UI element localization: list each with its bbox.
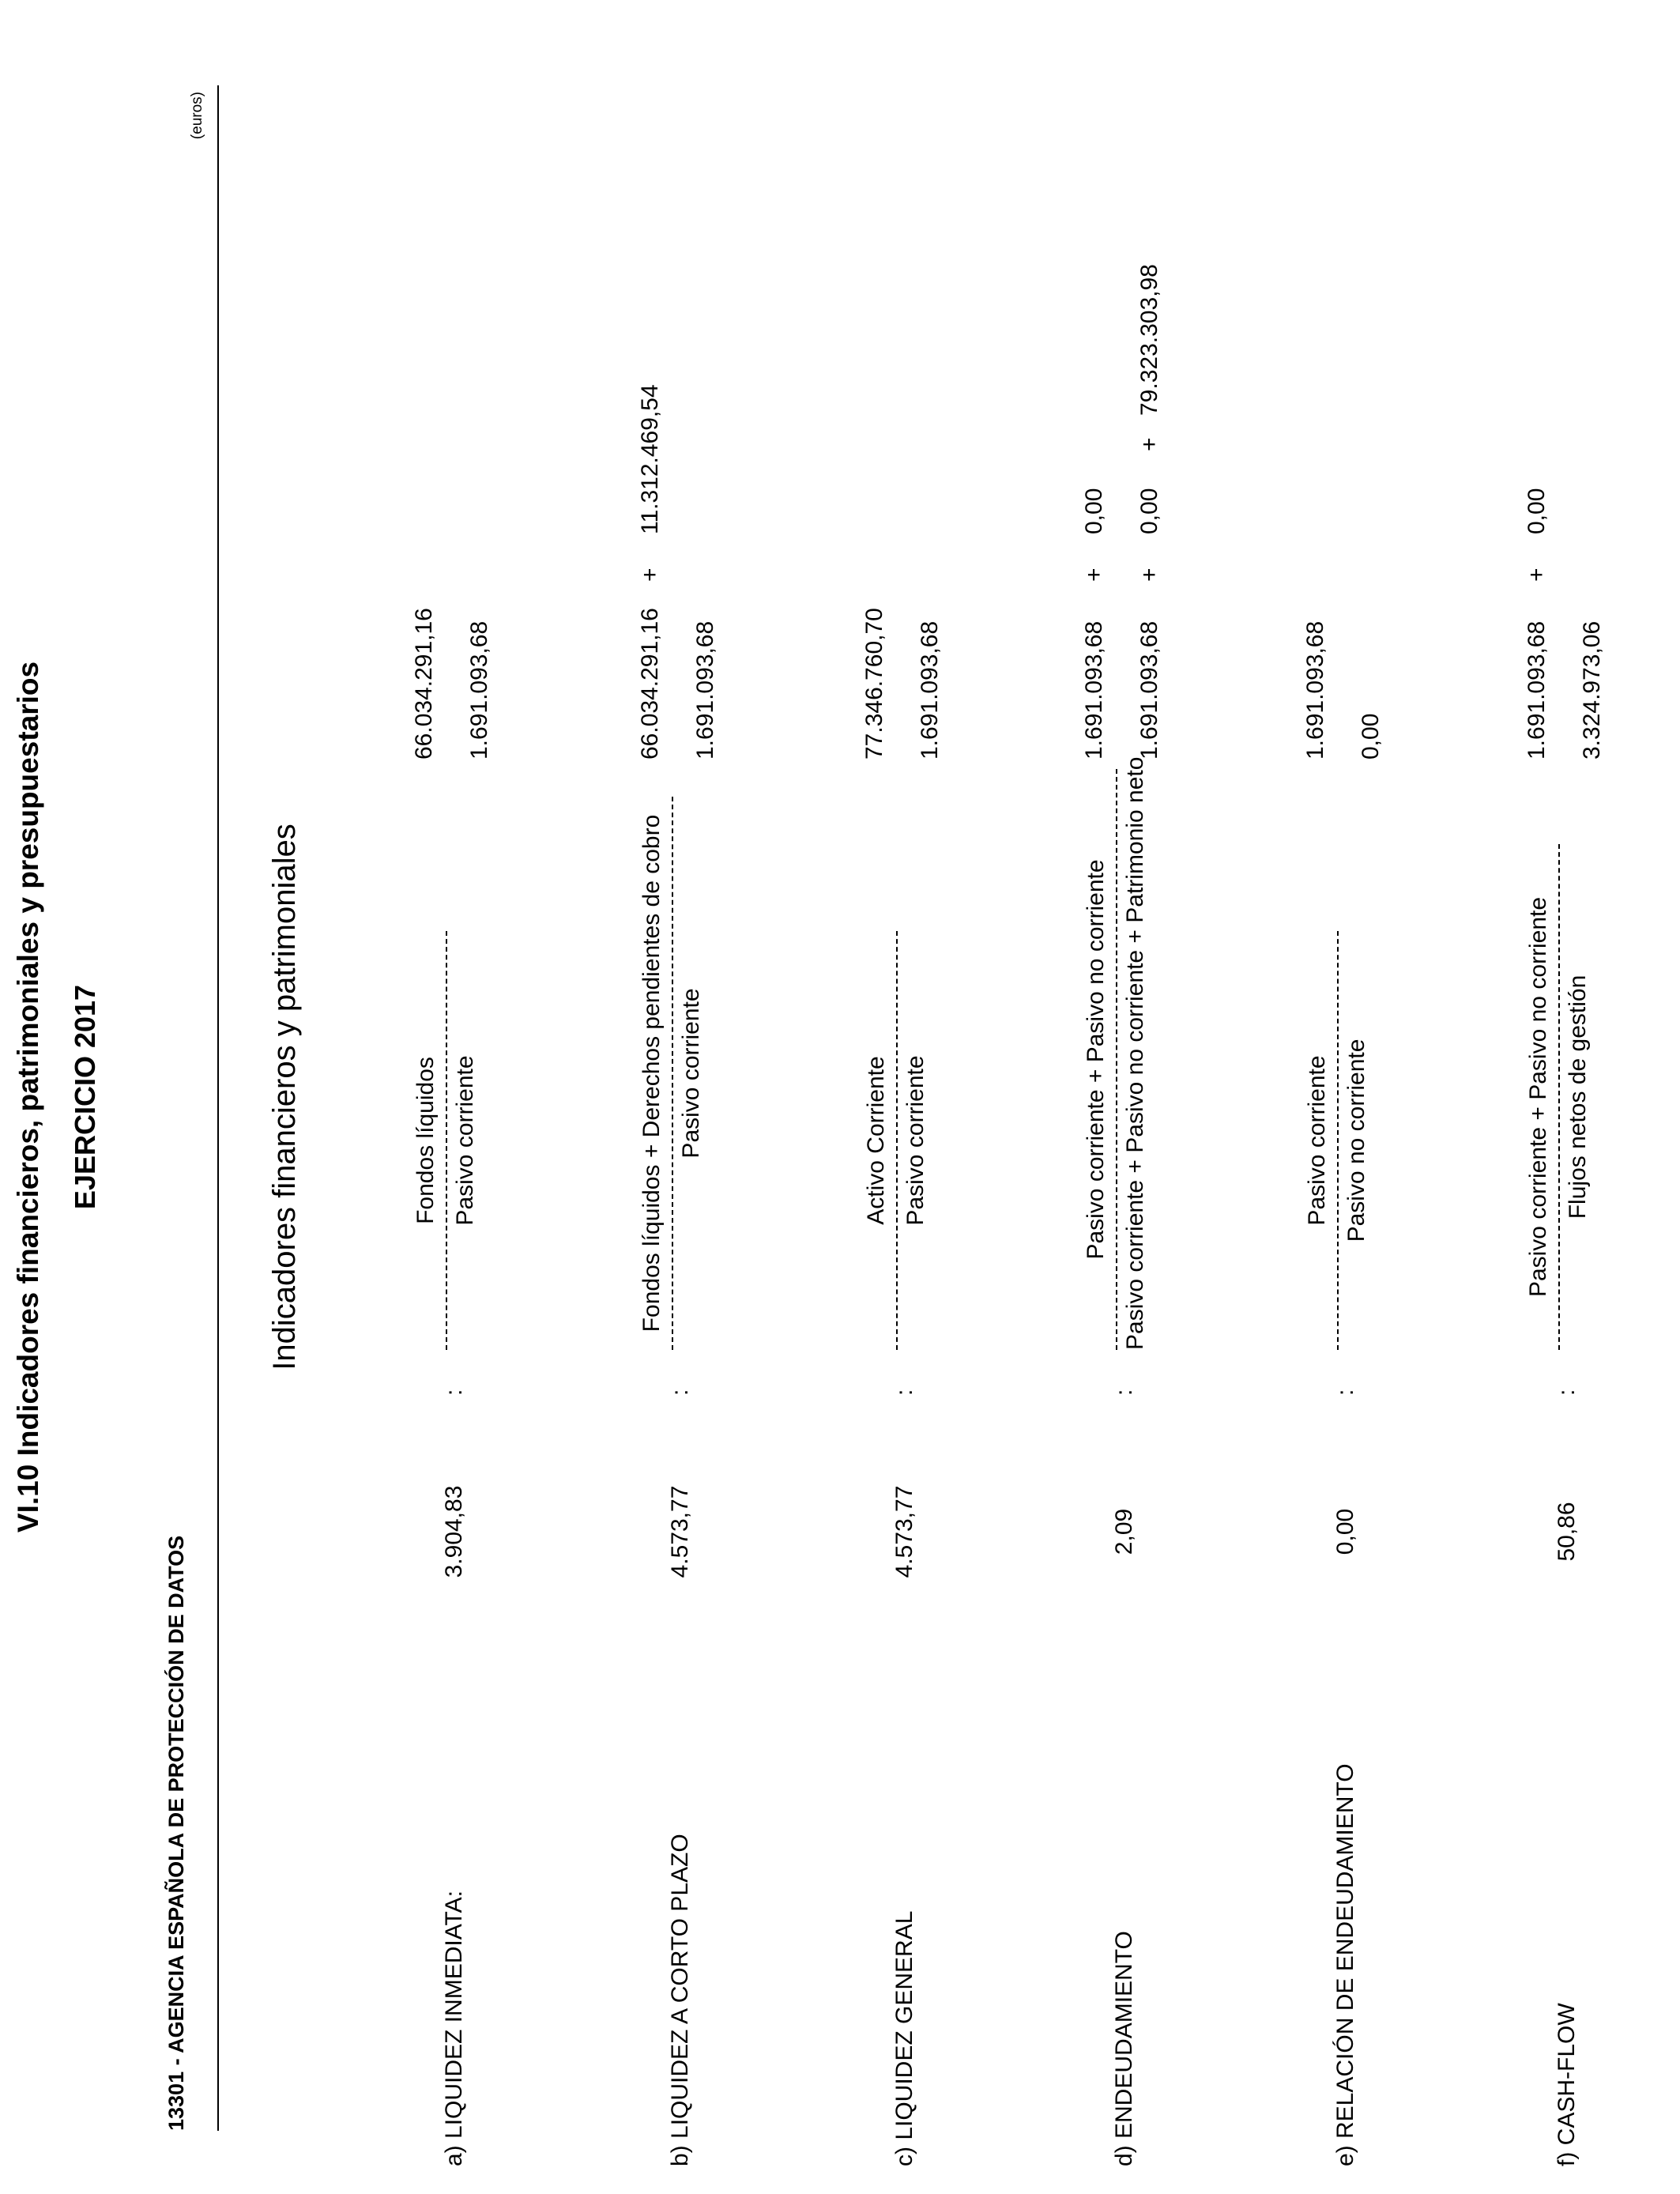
- indicator-colon: :: [1332, 1389, 1358, 1396]
- denominator-amount: 0,00: [1358, 713, 1384, 760]
- formula-numerator: Pasivo corriente + Pasivo no corriente: [1083, 859, 1109, 1260]
- denominator-amount: 1.691.093,68: [692, 620, 718, 760]
- formula-denominator: Pasivo corriente: [452, 1055, 478, 1226]
- formula-denominator: Pasivo corriente: [678, 988, 704, 1159]
- formula-denominator: Pasivo no corriente: [1343, 1039, 1369, 1242]
- formula-denominator: Flujos netos de gestión: [1565, 974, 1591, 1220]
- fraction-line: [1337, 931, 1339, 1350]
- indicator-formula: [412, 931, 479, 1350]
- denominator-amount: 1.691.093,68: [1136, 620, 1162, 760]
- indicator-label: d) ENDEUDAMIENTO: [1111, 1931, 1137, 2166]
- units-label: (euros): [189, 92, 205, 140]
- indicator-label: b) LIQUIDEZ A CORTO PLAZO: [667, 1834, 693, 2166]
- indicator-colon: :: [441, 1389, 467, 1396]
- indicator-value: 3.904,83: [441, 1485, 467, 1578]
- plus-sign: +: [1524, 567, 1550, 582]
- numerator-amount: 0,00: [1524, 488, 1550, 534]
- indicator-formula: [1083, 756, 1149, 1350]
- indicator-value: 50,86: [1554, 1502, 1580, 1562]
- formula-numerator: Pasivo corriente + Pasivo no corriente: [1525, 896, 1551, 1298]
- section-title: Indicadores financieros y patrimoniales: [267, 824, 302, 1370]
- numerator-amount: 11.312.469,54: [637, 384, 663, 534]
- formula-denominator: Pasivo corriente: [902, 1055, 929, 1226]
- numerator-amount: 0,00: [1081, 488, 1107, 534]
- indicator-colon: :: [891, 1389, 917, 1396]
- denominator-amount: 1.691.093,68: [917, 620, 943, 760]
- fraction-line: [1116, 769, 1117, 1350]
- indicator-label: c) LIQUIDEZ GENERAL: [891, 1910, 917, 2166]
- plus-sign: +: [637, 567, 663, 582]
- indicator-value: 4.573,77: [667, 1485, 693, 1578]
- indicator-value: 4.573,77: [891, 1485, 917, 1578]
- indicator-label: f) CASH-FLOW: [1554, 2003, 1580, 2166]
- plus-sign: +: [1136, 567, 1162, 582]
- denominator-amount: 0,00: [1136, 488, 1162, 534]
- indicator-colon: :: [1554, 1389, 1580, 1396]
- numerator-amount: 1.691.093,68: [1302, 620, 1328, 760]
- fraction-line: [1558, 844, 1560, 1350]
- numerator-amount: 66.034.291,16: [637, 608, 663, 760]
- denominator-amount: 1.691.093,68: [466, 620, 492, 760]
- denominator-amount: 3.324.973,06: [1579, 620, 1605, 760]
- formula-numerator: Fondos líquidos + Derechos pendientes de cobro: [638, 814, 665, 1333]
- indicator-formula: [1525, 844, 1591, 1350]
- numerator-amount: 1.691.093,68: [1081, 620, 1107, 760]
- fraction-line: [672, 797, 673, 1350]
- indicator-formula: [1304, 931, 1370, 1350]
- plus-sign: +: [1136, 437, 1162, 451]
- formula-numerator: Fondos líquidos: [412, 1057, 439, 1224]
- numerator-amount: 66.034.291,16: [411, 608, 437, 760]
- formula-numerator: Activo Corriente: [863, 1056, 889, 1225]
- indicator-value: 0,00: [1332, 1508, 1358, 1555]
- indicator-value: 2,09: [1111, 1508, 1137, 1555]
- formula-numerator: Pasivo corriente: [1304, 1055, 1330, 1226]
- exercise-title: EJERCICIO 2017: [69, 984, 101, 1210]
- fraction-line: [446, 931, 447, 1350]
- indicator-formula: [638, 797, 705, 1350]
- numerator-amount: 1.691.093,68: [1524, 620, 1550, 760]
- indicator-label: a) LIQUIDEZ INMEDIATA:: [441, 1891, 467, 2166]
- plus-sign: +: [1081, 567, 1107, 582]
- denominator-amount: 79.323.303,98: [1136, 264, 1162, 416]
- indicator-formula: [863, 931, 929, 1350]
- indicator-label: e) RELACIÓN DE ENDEUDAMIENTO: [1332, 1763, 1358, 2166]
- formula-denominator: Pasivo corriente + Pasivo no corriente + Patrimonio neto: [1122, 756, 1148, 1350]
- fraction-line: [896, 931, 898, 1350]
- report-title: VI.10 Indicadores financieros, patrimoniales y presupuestarios: [12, 661, 44, 1533]
- entity-name: 13301 - AGENCIA ESPAÑOLA DE PROTECCIÓN DE DATOS: [164, 1535, 188, 2131]
- header-rule: [217, 85, 219, 2131]
- indicator-colon: :: [667, 1389, 693, 1396]
- numerator-amount: 77.346.760,70: [861, 608, 887, 760]
- indicator-colon: :: [1111, 1389, 1137, 1396]
